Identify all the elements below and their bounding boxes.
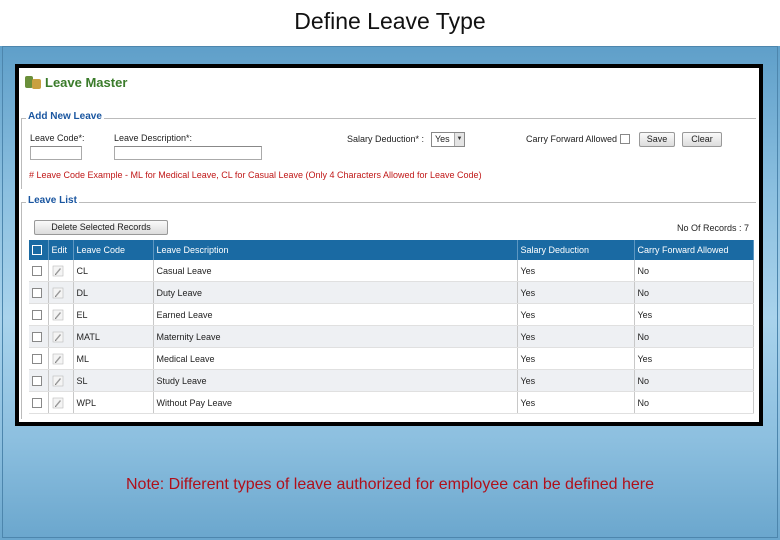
carry-forward-checkbox[interactable]: [620, 134, 630, 144]
clear-button[interactable]: Clear: [682, 132, 722, 147]
row-edit-cell: [48, 370, 73, 392]
row-checkbox[interactable]: [32, 288, 42, 298]
leave-master-screen: [19, 68, 759, 422]
row-select-cell: [29, 392, 48, 414]
leave-description-cell: Casual Leave: [153, 260, 517, 282]
row-checkbox[interactable]: [32, 310, 42, 320]
salary-deduction-cell: Yes: [517, 392, 634, 414]
leave-code-input[interactable]: [30, 146, 82, 160]
dropdown-arrow-icon[interactable]: ▼: [454, 133, 464, 146]
leave-description-cell: Maternity Leave: [153, 326, 517, 348]
leave-code-cell: ML: [73, 348, 153, 370]
carry-forward-cell: Yes: [634, 304, 753, 326]
salary-deduction-cell: Yes: [517, 348, 634, 370]
leave-code-cell: MATL: [73, 326, 153, 348]
row-checkbox[interactable]: [32, 266, 42, 276]
leave-code-hint: # Leave Code Example - ML for Medical Leave, CL for Casual Leave (Only 4 Characters Allowed for Leave Code): [29, 170, 482, 180]
pencil-icon[interactable]: [52, 287, 64, 299]
pencil-icon[interactable]: [52, 375, 64, 387]
row-edit-cell: [48, 326, 73, 348]
slide-note: Note: Different types of leave authorized for employee can be defined here: [125, 476, 655, 493]
salary-deduction-label: Salary Deduction* :: [347, 134, 425, 144]
table-row: [29, 370, 753, 392]
carry-forward-label: Carry Forward Allowed: [526, 134, 618, 144]
row-select-cell: [29, 260, 48, 282]
leave-code-cell: SL: [73, 370, 153, 392]
column-header-salary-deduction: Salary Deduction: [517, 240, 634, 260]
table-row: [29, 282, 753, 304]
row-edit-cell: [48, 304, 73, 326]
table-row: [29, 348, 753, 370]
pencil-icon[interactable]: [52, 265, 64, 277]
salary-deduction-select[interactable]: [431, 132, 465, 147]
leave-table: [29, 240, 754, 414]
pencil-icon[interactable]: [52, 353, 64, 365]
leave-description-cell: Duty Leave: [153, 282, 517, 304]
slide-title: Define Leave Type: [294, 8, 486, 34]
carry-forward-cell: No: [634, 260, 753, 282]
carry-forward-cell: Yes: [634, 348, 753, 370]
column-header-carry-forward: Carry Forward Allowed: [634, 240, 753, 260]
leave-code-label: Leave Code*:: [30, 133, 85, 143]
page-title: Leave Master: [45, 74, 128, 90]
leave-code-cell: WPL: [73, 392, 153, 414]
salary-deduction-cell: Yes: [517, 304, 634, 326]
row-checkbox[interactable]: [32, 398, 42, 408]
table-row: [29, 326, 753, 348]
pencil-icon[interactable]: [52, 309, 64, 321]
row-checkbox[interactable]: [32, 354, 42, 364]
leave-description-cell: Without Pay Leave: [153, 392, 517, 414]
leave-master-icon: [25, 74, 41, 90]
leave-description-cell: Medical Leave: [153, 348, 517, 370]
delete-selected-button[interactable]: Delete Selected Records: [34, 220, 168, 235]
row-edit-cell: [48, 260, 73, 282]
row-select-cell: [29, 348, 48, 370]
column-header-leave-description: Leave Description: [153, 240, 517, 260]
carry-forward-cell: No: [634, 326, 753, 348]
salary-deduction-cell: Yes: [517, 282, 634, 304]
column-header-leave-code: Leave Code: [73, 240, 153, 260]
row-select-cell: [29, 282, 48, 304]
leave-description-label: Leave Description*:: [114, 133, 193, 143]
carry-forward-cell: No: [634, 392, 753, 414]
select-all-checkbox[interactable]: [32, 245, 42, 255]
carry-forward-cell: No: [634, 370, 753, 392]
add-new-leave-legend: Add New Leave: [28, 111, 102, 122]
row-checkbox[interactable]: [32, 376, 42, 386]
row-edit-cell: [48, 348, 73, 370]
select-all-header: [29, 240, 48, 260]
carry-forward-cell: No: [634, 282, 753, 304]
leave-code-cell: CL: [73, 260, 153, 282]
leave-description-cell: Earned Leave: [153, 304, 517, 326]
screenshot-frame: [15, 64, 763, 426]
table-row: [29, 304, 753, 326]
salary-deduction-cell: Yes: [517, 326, 634, 348]
salary-deduction-cell: Yes: [517, 260, 634, 282]
leave-description-cell: Study Leave: [153, 370, 517, 392]
pencil-icon[interactable]: [52, 397, 64, 409]
salary-deduction-value: Yes: [435, 134, 450, 144]
leave-code-cell: EL: [73, 304, 153, 326]
row-select-cell: [29, 326, 48, 348]
column-header-edit: Edit: [48, 240, 73, 260]
table-header-row: [29, 240, 753, 260]
row-checkbox[interactable]: [32, 332, 42, 342]
row-edit-cell: [48, 282, 73, 304]
row-select-cell: [29, 304, 48, 326]
pencil-icon[interactable]: [52, 331, 64, 343]
salary-deduction-cell: Yes: [517, 370, 634, 392]
row-select-cell: [29, 370, 48, 392]
record-count: No Of Records : 7: [676, 223, 749, 233]
save-button[interactable]: Save: [639, 132, 675, 147]
row-edit-cell: [48, 392, 73, 414]
page-header: [25, 72, 127, 92]
table-row: [29, 392, 753, 414]
leave-description-input[interactable]: [114, 146, 262, 160]
table-row: [29, 260, 753, 282]
leave-list-legend: Leave List: [28, 195, 77, 206]
leave-code-cell: DL: [73, 282, 153, 304]
